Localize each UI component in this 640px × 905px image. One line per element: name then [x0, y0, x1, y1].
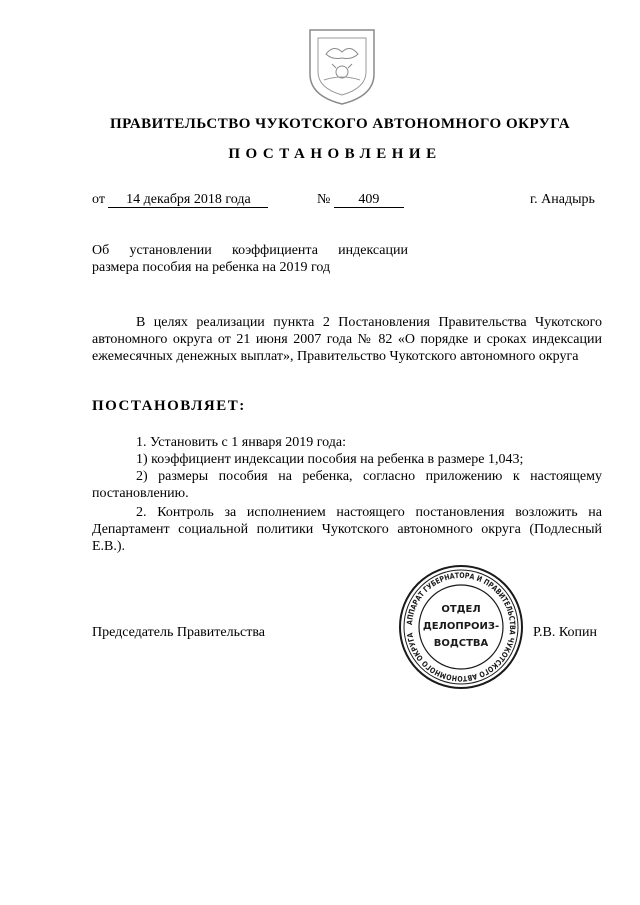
date-value: 14 декабря 2018 года [108, 192, 268, 208]
stamp-center-line-2: ДЕЛОПРОИЗ- [422, 621, 500, 632]
subject-line-2: размера пособия на ребенка на 2019 год [92, 260, 331, 275]
item-1-2: 2) размеры пособия на ребенка, согласно приложению к настоящему постановлению. [92, 469, 602, 501]
date-prefix: от [92, 192, 105, 207]
signer-role: Председатель Правительства [92, 625, 265, 640]
number-prefix: № [317, 192, 331, 207]
coat-of-arms-icon [306, 24, 378, 106]
number-field [317, 192, 404, 208]
official-stamp [398, 564, 524, 690]
date-field [92, 192, 268, 208]
stamp-ring-text: АППАРАТ ГУБЕРНАТОРА И ПРАВИТЕЛЬСТВА ЧУКОТСКОГО АВТОНОМНОГО ОКРУГА [405, 570, 518, 684]
item-1-1: 1) коэффициент индексации пособия на ребенка в размере 1,043; [136, 452, 524, 467]
stamp-center-line-1: ОТДЕЛ [441, 604, 481, 615]
decree-word: ПОСТАНОВЛЯЕТ: [92, 398, 246, 414]
preamble-paragraph: В целях реализации пункта 2 Постановления Правительства Чукотского автономного округа от 21 июня 2007 года № 82 «О порядке и сроках индексации ежемесячных денежных выплат», Правительство Чукотского автономного округа [92, 315, 602, 364]
document-subject [92, 242, 408, 276]
number-value: 409 [334, 192, 404, 208]
place: г. Анадырь [530, 192, 595, 207]
document-type: ПОСТАНОВЛЕНИЕ [228, 146, 442, 162]
item-2: 2. Контроль за исполнением настоящего постановления возложить на Департамент социальной политики Чукотского автономного округа (Подлесный Е.В.). [92, 505, 602, 554]
subject-line-1: Об установлении коэффициента индексации [92, 243, 408, 258]
signer-name: Р.В. Копин [533, 625, 597, 640]
government-title: ПРАВИТЕЛЬСТВО ЧУКОТСКОГО АВТОНОМНОГО ОКРУГА [109, 116, 571, 132]
stamp-center-line-3: ВОДСТВА [433, 638, 489, 649]
item-1: 1. Установить с 1 января 2019 года: [136, 435, 346, 450]
